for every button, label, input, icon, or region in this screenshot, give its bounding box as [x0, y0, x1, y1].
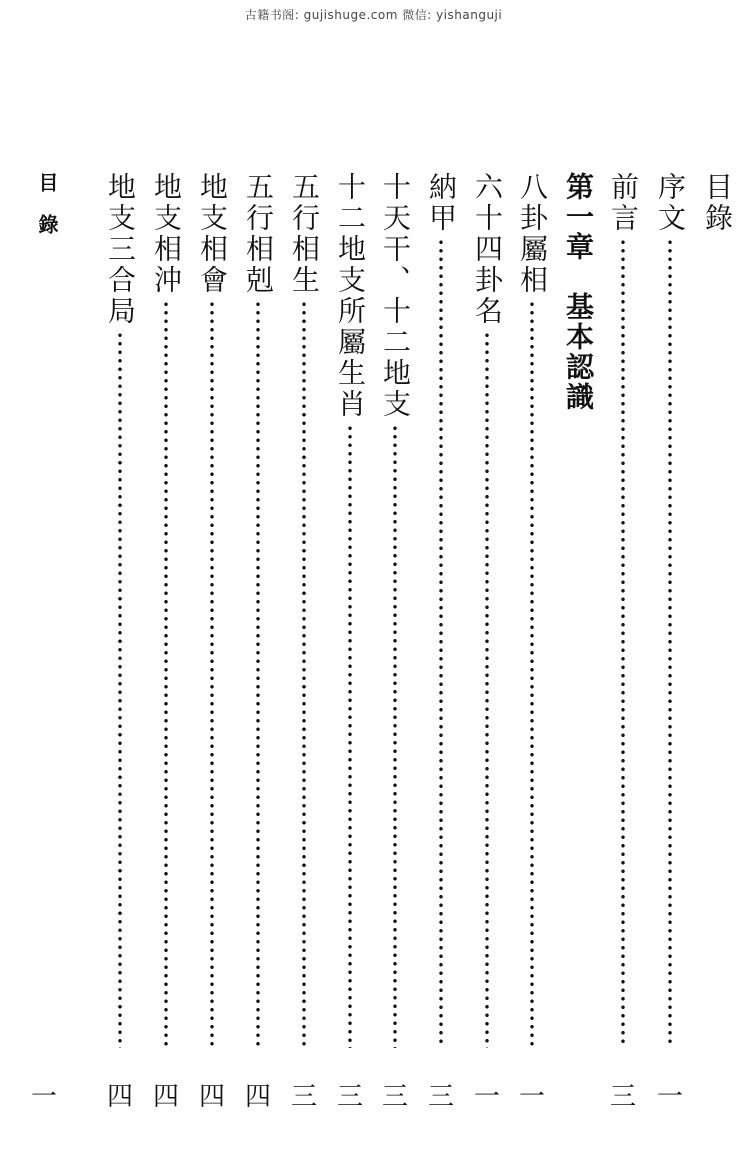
toc-entry[interactable] — [515, 172, 549, 1056]
page-number: 一 — [518, 1082, 545, 1112]
toc-entry[interactable] — [103, 172, 137, 1056]
toc-entry[interactable] — [149, 172, 183, 1056]
toc-entry[interactable] — [606, 172, 640, 1056]
toc-entry[interactable] — [287, 172, 321, 1056]
dot-leader — [438, 238, 444, 1048]
toc-entry[interactable] — [333, 172, 367, 1056]
toc-entry-title: 納甲 — [425, 172, 458, 234]
dot-leader — [392, 424, 398, 1048]
running-header-label: 目錄 — [35, 172, 59, 256]
page-number: 一 — [656, 1082, 683, 1112]
dot-leader — [163, 300, 169, 1048]
toc-entry-title: 地支三合局 — [104, 172, 137, 327]
dot-leader — [347, 424, 353, 1048]
page-number: 三 — [609, 1082, 636, 1112]
toc-entry[interactable] — [241, 172, 275, 1056]
watermark: 古籍书阁: gujishuge.com 微信: yishanguji — [244, 8, 503, 22]
toc-entry-title: 六十四卦名 — [471, 172, 504, 327]
toc-entry-title: 序文 — [654, 172, 687, 234]
toc-entry-title: 地支相沖 — [150, 172, 183, 296]
toc-entry-title: 十二地支所屬生肖 — [334, 172, 367, 420]
page-number: 四 — [152, 1082, 179, 1112]
page-number: 四 — [198, 1082, 225, 1112]
page-number: 三 — [427, 1082, 454, 1112]
toc-entry[interactable] — [195, 172, 229, 1056]
page-number: 三 — [381, 1082, 408, 1112]
dot-leader — [301, 300, 307, 1048]
page-number: 四 — [106, 1082, 133, 1112]
toc-entry-title: 五行相生 — [288, 172, 321, 296]
dot-leader — [529, 300, 535, 1048]
toc-entry[interactable] — [470, 172, 504, 1056]
toc-entry-title: 地支相會 — [196, 172, 229, 296]
page-number: 一 — [473, 1082, 500, 1112]
toc-entry-title: 五行相剋 — [242, 172, 275, 296]
toc-entry-title: 前言 — [607, 172, 640, 234]
dot-leader — [117, 331, 123, 1048]
toc-entry-title: 八卦屬相 — [516, 172, 549, 296]
page-number: 四 — [244, 1082, 271, 1112]
toc-entry[interactable] — [653, 172, 687, 1056]
toc-entry[interactable] — [378, 172, 412, 1056]
toc-heading-column — [700, 172, 734, 234]
chapter-title: 第一章 基本認識 — [562, 172, 595, 412]
toc-entry-title: 十天干、十二地支 — [379, 172, 412, 420]
dot-leader — [620, 238, 626, 1048]
chapter-heading — [561, 172, 595, 412]
dot-leader — [667, 238, 673, 1048]
toc-entry[interactable] — [424, 172, 458, 1056]
dot-leader — [255, 300, 261, 1048]
folio-number: 一 — [30, 1082, 57, 1112]
page-number: 三 — [336, 1082, 363, 1112]
page-number: 三 — [290, 1082, 317, 1112]
dot-leader — [484, 331, 490, 1048]
toc-heading: 目錄 — [701, 172, 734, 234]
dot-leader — [209, 300, 215, 1048]
